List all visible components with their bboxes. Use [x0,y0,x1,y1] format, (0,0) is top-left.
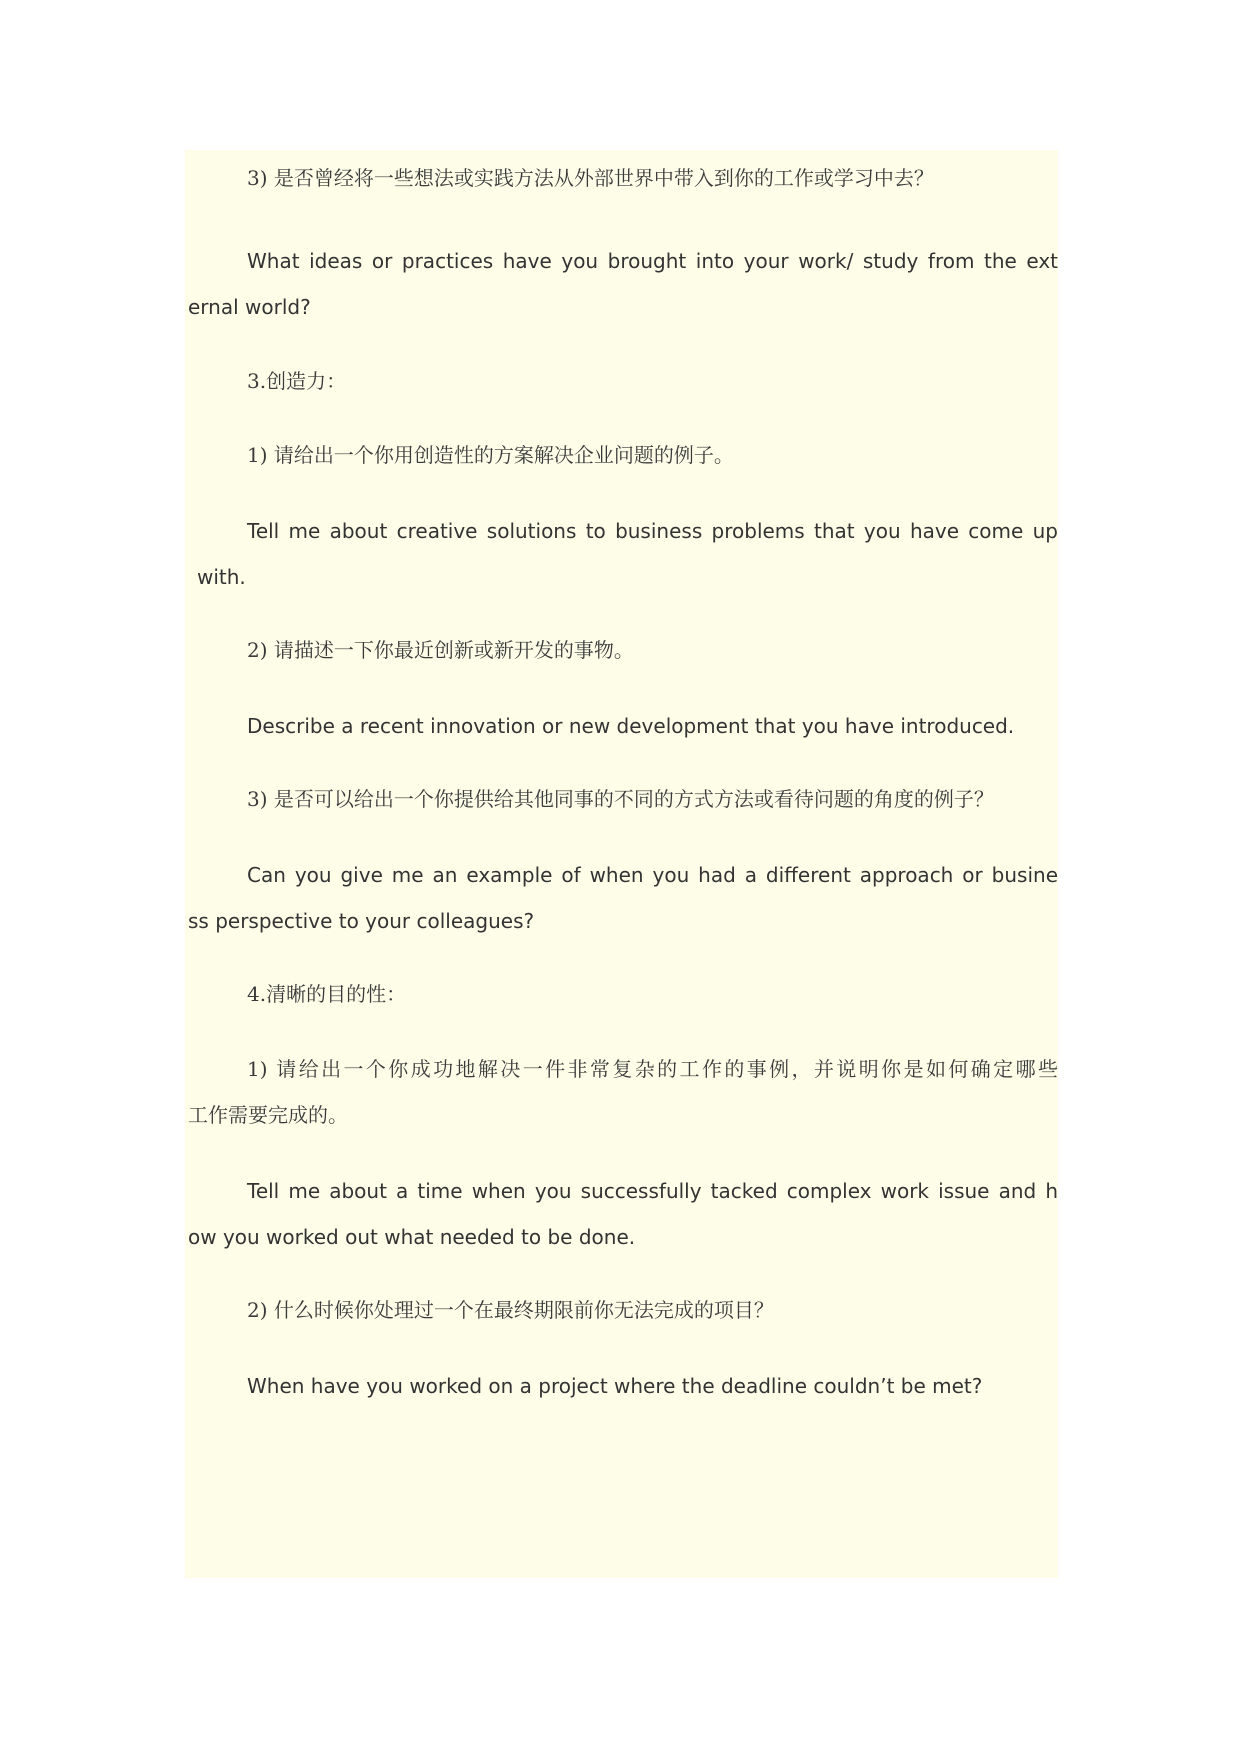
question-purpose-2-en: When have you worked on a project where the deadline couldn’t be met? [247,1374,983,1398]
question-purpose-1-cn-line1: 1) 请给出一个你成功地解决一件非常复杂的工作的事例，并说明你是如何确定哪些 [247,1057,1058,1081]
section-3-heading: 3.创造力： [247,369,347,393]
question-creativity-1-en-line2: with. [197,565,246,589]
question-creativity-3-cn: 3) 是否可以给出一个你提供给其他同事的不同的方式方法或看待问题的角度的例子？ [247,787,994,811]
question-purpose-1-en-line1: Tell me about a time when you successfully tacked complex work issue and h [247,1179,1058,1203]
document-content [185,150,1058,1578]
question-purpose-1-en-line2: ow you worked out what needed to be done. [188,1225,636,1249]
question-creativity-1-cn: 1) 请给出一个你用创造性的方案解决企业问题的例子。 [247,443,734,467]
question-creativity-3-en-line2: ss perspective to your colleagues? [188,909,535,933]
question-creativity-3-en-line1: Can you give me an example of when you had a different approach or busine [247,863,1058,887]
question-creativity-2-en: Describe a recent innovation or new development that you have introduced. [247,714,1015,738]
question-purpose-1-cn-line2: 工作需要完成的。 [188,1103,348,1127]
question-3-3-en-line2: ernal world? [188,295,311,319]
section-4-heading: 4.清晰的目的性： [247,982,407,1006]
question-purpose-2-cn: 2) 什么时候你处理过一个在最终期限前你无法完成的项目？ [247,1298,774,1322]
question-creativity-2-cn: 2) 请描述一下你最近创新或新开发的事物。 [247,638,634,662]
question-3-3-cn: 3) 是否曾经将一些想法或实践方法从外部世界中带入到你的工作或学习中去？ [247,166,934,190]
question-creativity-1-en-line1: Tell me about creative solutions to business problems that you have come up [247,519,1058,543]
question-3-3-en-line1: What ideas or practices have you brought into your work/ study from the ext [247,249,1058,273]
